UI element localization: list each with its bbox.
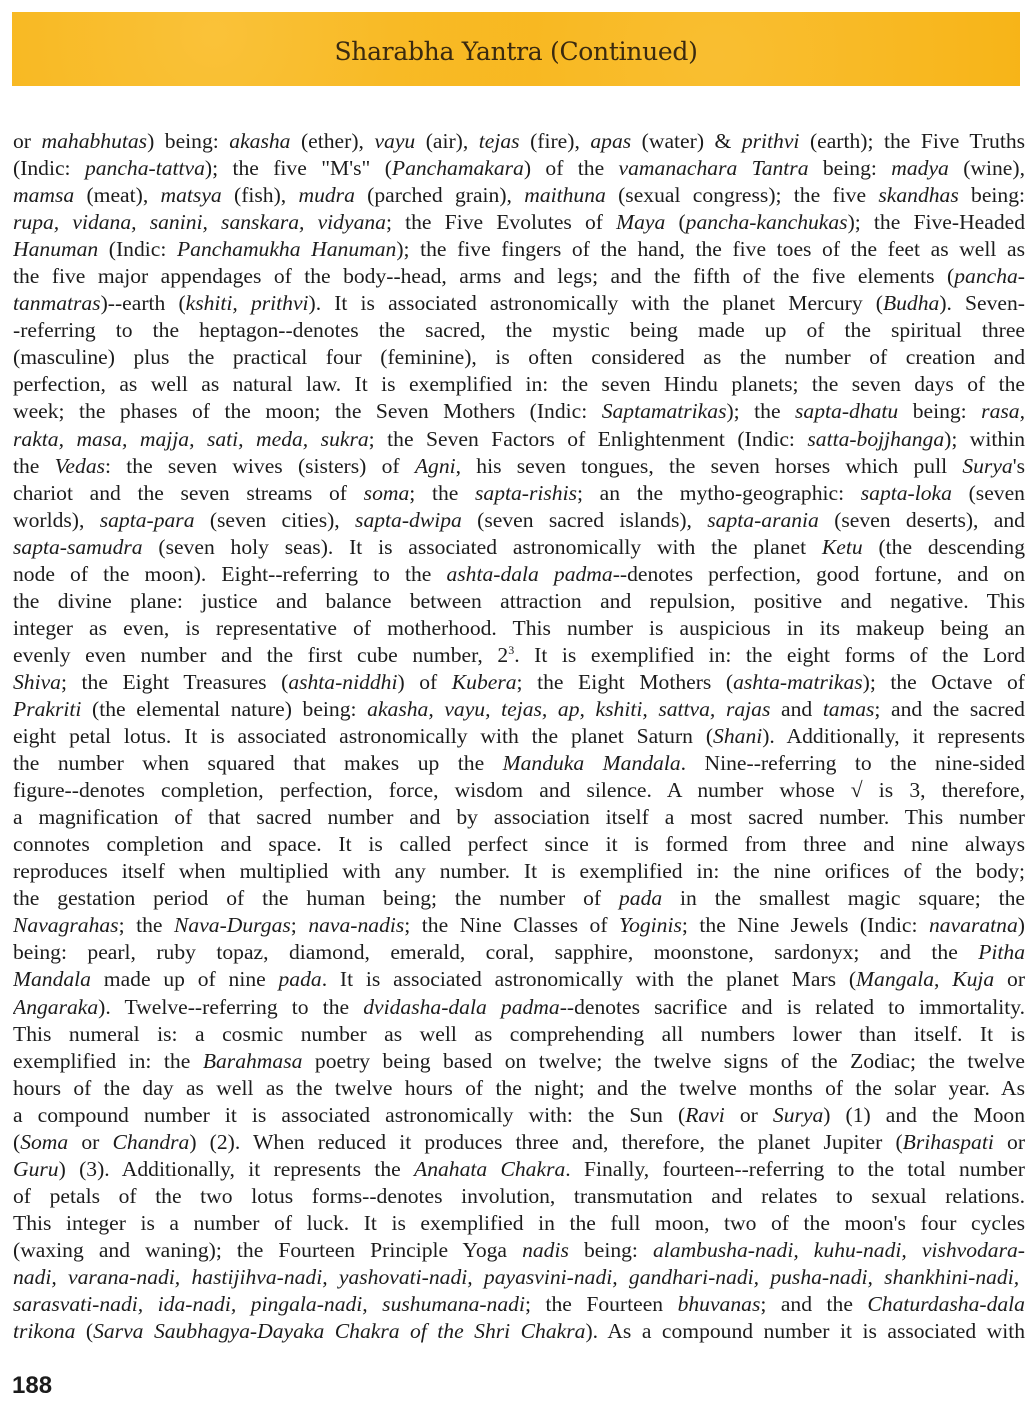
text-segment: . It is associated astronomically with the planet Mars ( xyxy=(321,967,857,992)
italic-term: Maya xyxy=(616,210,666,235)
text-segment: ); the five "M's" ( xyxy=(204,156,392,181)
text-segment: (the elemental nature) being: xyxy=(81,696,368,721)
text-segment: or xyxy=(724,1102,773,1127)
text-line xyxy=(13,696,1025,723)
text-segment: worlds), xyxy=(13,507,100,532)
text-line xyxy=(13,966,1025,993)
italic-term: Chandra xyxy=(112,1129,190,1154)
italic-term: ashta-niddhi xyxy=(288,669,398,694)
italic-term: rakta, masa, majja, sati, meda, sukra xyxy=(13,426,369,451)
text-segment: ) of xyxy=(397,669,452,694)
text-segment: : the seven wives (sisters) of xyxy=(105,453,415,478)
text-segment: exemplified in: the xyxy=(13,1048,203,1073)
italic-term: mudra xyxy=(298,183,355,208)
text-line xyxy=(13,534,1025,561)
text-segment: figure--denotes completion, perfection, force, wisdom and silence. A number whose √ is 3, therefore, xyxy=(13,778,1025,803)
text-segment: being: pearl, ruby topaz, diamond, emerald, coral, sapphire, moonstone, sardonyx; and the xyxy=(13,940,979,965)
text-segment: (earth); the Five Truths xyxy=(799,129,1025,153)
superscript: 3 xyxy=(508,642,515,657)
text-line xyxy=(13,128,1025,155)
text-segment: ; the Eight Treasures ( xyxy=(60,669,289,694)
text-line xyxy=(13,263,1025,290)
text-segment: (wine), xyxy=(948,156,1025,181)
text-segment: ( xyxy=(75,1319,94,1344)
text-line xyxy=(13,480,1025,507)
text-segment: ) (1) and the Moon xyxy=(823,1102,1025,1127)
text-line xyxy=(13,1183,1025,1210)
text-line xyxy=(13,885,1025,912)
text-segment: . Nine--referring to the nine-sided xyxy=(680,751,1025,776)
italic-term: Brihaspati xyxy=(902,1129,994,1154)
body-text xyxy=(13,128,1025,1345)
text-segment: being: xyxy=(958,183,1025,208)
italic-term: Barahmasa xyxy=(202,1048,303,1073)
text-segment: ); the xyxy=(726,399,796,424)
text-segment: evenly even number and the first cube number, 2 xyxy=(13,642,509,667)
italic-term: maithuna xyxy=(524,183,606,208)
italic-term: Vedas xyxy=(54,453,106,478)
italic-term: Shani xyxy=(713,724,763,749)
text-line xyxy=(13,290,1025,317)
italic-term: Panchamakara xyxy=(391,156,524,181)
italic-term: sapta-dhatu xyxy=(795,399,899,424)
text-segment: (Indic: xyxy=(13,156,85,181)
italic-term: Yoginis xyxy=(619,913,682,938)
text-segment: made up of nine xyxy=(90,967,279,992)
text-segment: ) (3). Additionally, it represents the xyxy=(58,1156,415,1181)
italic-term: Kuja xyxy=(952,967,995,992)
italic-term: bhuvanas xyxy=(677,1292,761,1317)
italic-term: Surya xyxy=(962,453,1013,478)
text-segment: or xyxy=(994,967,1025,992)
italic-term: sarasvati-nadi, ida-nadi, pingala-nadi, sushumana-nadi xyxy=(13,1292,525,1317)
text-segment: the xyxy=(13,453,55,478)
text-segment: ). Additionally, it represents xyxy=(762,724,1025,749)
italic-term: ashta-matrikas xyxy=(733,669,863,694)
text-line xyxy=(13,561,1025,588)
text-line xyxy=(13,507,1025,534)
italic-term: satta-bojjhanga xyxy=(807,426,945,451)
text-segment: a magnification of that sacred number and by association itself a most sacred number. This number xyxy=(13,805,1025,830)
text-line xyxy=(13,182,1025,209)
text-line xyxy=(13,344,1025,371)
italic-term: akasha, vayu, tejas, ap, kshiti, sattva, rajas xyxy=(367,696,771,721)
text-segment: ; the Seven Factors of Enlightenment (Indic: xyxy=(368,426,808,451)
text-line xyxy=(13,642,1025,669)
text-segment: ; the Five Evolutes of xyxy=(385,210,617,235)
text-segment: ). Twelve--referring to the xyxy=(98,994,364,1019)
italic-term: Budha xyxy=(882,291,940,316)
text-line xyxy=(13,750,1025,777)
italic-term: Pitha xyxy=(978,940,1025,965)
text-segment: (waxing and waning); the Fourteen Principle Yoga xyxy=(13,1237,523,1262)
text-line xyxy=(13,777,1025,804)
italic-term: sapta-dwipa xyxy=(355,507,462,532)
italic-term: Ravi xyxy=(685,1102,725,1127)
text-segment: in the smallest magic square; the xyxy=(662,886,1025,911)
text-segment: ; and the sacred xyxy=(874,696,1025,721)
text-segment: or xyxy=(993,1129,1025,1154)
text-line xyxy=(13,236,1025,263)
page-number: 188 xyxy=(12,1372,53,1399)
italic-term: pancha-kanchukas xyxy=(685,210,848,235)
text-segment: ). It is associated astronomically with the planet Mercury ( xyxy=(308,291,883,316)
italic-term: nadi, varana-nadi, hastijihva-nadi, yashovati-nadi, payasvini-nadi, gandhari-nadi, pusha-nadi, shankhini-nadi, xyxy=(13,1264,1020,1289)
italic-term: skandhas xyxy=(878,183,959,208)
italic-term: Sarva Saubhagya-Dayaka Chakra of the Shri Chakra xyxy=(93,1319,586,1344)
text-segment: -referring to the heptagon--denotes the sacred, the mystic being made up of the spiritual three xyxy=(13,318,1025,343)
italic-term: navaratna xyxy=(929,913,1018,938)
text-line xyxy=(13,588,1025,615)
italic-term: Manduka Mandala xyxy=(502,751,681,776)
text-segment: (seven holy seas). It is associated astronomically with the planet xyxy=(142,534,822,559)
text-segment: being: xyxy=(568,1237,653,1262)
italic-term: alambusha-nadi, kuhu-nadi, vishvodara- xyxy=(652,1237,1025,1262)
text-line xyxy=(13,1264,1025,1291)
text-segment: connotes completion and space. It is called perfect since it is formed from three and nine always xyxy=(13,832,1025,857)
section-title: Sharabha Yantra (Continued) xyxy=(334,36,698,66)
italic-term: sapta-rishis xyxy=(475,480,577,505)
text-line xyxy=(13,615,1025,642)
italic-term: Mandala xyxy=(13,967,91,992)
text-segment: 's xyxy=(1012,453,1025,478)
italic-term: Saptamatrikas xyxy=(601,399,727,424)
italic-term: Anahata Chakra xyxy=(414,1156,566,1181)
text-segment: This integer is a number of luck. It is exemplified in the full moon, two of the moon's four cycles xyxy=(13,1210,1025,1235)
italic-term: kshiti, prithvi xyxy=(185,291,309,316)
text-segment: ; an the mytho-geographic: xyxy=(577,480,861,505)
italic-term: soma xyxy=(363,480,410,505)
italic-term: madya xyxy=(891,156,949,181)
italic-term: Guru xyxy=(13,1156,59,1181)
text-line xyxy=(13,723,1025,750)
text-segment: (fish), xyxy=(221,183,299,208)
text-segment: the gestation period of the human being; the number of xyxy=(13,886,619,911)
text-line xyxy=(13,1048,1025,1075)
text-segment: (sexual congress); the five xyxy=(605,183,879,208)
text-line xyxy=(13,453,1025,480)
italic-term: tejas xyxy=(478,129,520,153)
text-segment: ; and the xyxy=(760,1292,868,1317)
italic-term: Chaturdasha-dala xyxy=(867,1292,1025,1317)
text-line xyxy=(13,1291,1025,1318)
text-segment: being: xyxy=(808,156,892,181)
italic-term: Mangala xyxy=(856,967,935,992)
text-segment: ; the Nine Jewels (Indic: xyxy=(681,913,929,938)
italic-term: pada xyxy=(618,886,663,911)
text-segment: (seven cities), xyxy=(194,507,356,532)
text-line xyxy=(13,371,1025,398)
text-line xyxy=(13,1210,1025,1237)
text-segment: reproduces itself when multiplied with any number. It is exemplified in: the nine orifices of the body; xyxy=(13,859,1025,884)
text-segment: and xyxy=(770,696,823,721)
text-line xyxy=(13,1318,1025,1345)
text-line xyxy=(13,939,1025,966)
text-segment: , his seven tongues, the seven horses which pull xyxy=(455,453,963,478)
text-segment: being: xyxy=(898,399,982,424)
text-segment: ; the xyxy=(118,913,175,938)
text-segment: ); the five fingers of the hand, the five toes of the feet as well as xyxy=(396,237,1025,262)
text-segment: the five major appendages of the body--head, arms and legs; and the fifth of the five elements ( xyxy=(13,264,955,289)
text-segment: ) being: xyxy=(147,129,230,153)
text-segment: integer as even, is representative of motherhood. This number is auspicious in its makeup being an xyxy=(13,615,1025,640)
text-line xyxy=(13,804,1025,831)
text-segment: week; the phases of the moon; the Seven Mothers (Indic: xyxy=(13,399,602,424)
text-segment: ; xyxy=(290,913,309,938)
text-segment: ; the Nine Classes of xyxy=(404,913,620,938)
text-segment: )--earth ( xyxy=(100,291,186,316)
text-segment: or xyxy=(68,1129,113,1154)
text-segment: hours of the day as well as the twelve hours of the night; and the twelve months of the solar year. As xyxy=(13,1075,1025,1100)
italic-term: mamsa xyxy=(13,183,75,208)
text-segment: ); the Five-Headed xyxy=(847,210,1025,235)
text-segment: (air), xyxy=(415,129,479,153)
text-segment: (seven sacred islands), xyxy=(461,507,708,532)
text-segment: of petals of the two lotus forms--denotes involution, transmutation and relates to sexual relations. xyxy=(13,1183,1025,1208)
text-segment: ) of the xyxy=(523,156,619,181)
text-segment: --denotes sacrifice and is related to immortality. xyxy=(559,994,1025,1019)
italic-term: vayu xyxy=(374,129,416,153)
italic-term: nava-nadis xyxy=(308,913,405,938)
text-segment: ; the Eight Mothers ( xyxy=(516,669,734,694)
section-header-banner xyxy=(12,12,1020,86)
italic-term: sapta-para xyxy=(99,507,195,532)
text-line xyxy=(13,994,1025,1021)
italic-term: Angaraka xyxy=(13,994,99,1019)
text-segment: ) xyxy=(1017,913,1025,938)
text-line xyxy=(13,1237,1025,1264)
italic-term: Kubera xyxy=(451,669,517,694)
text-line xyxy=(13,1129,1025,1156)
text-segment: the number when squared that makes up the xyxy=(13,751,503,776)
text-segment: . It is exemplified in: the eight forms of the Lord xyxy=(514,642,1025,667)
italic-term: sapta-arania xyxy=(707,507,819,532)
text-segment: ; the Fourteen xyxy=(524,1292,678,1317)
italic-term: Surya xyxy=(772,1102,824,1127)
text-line xyxy=(13,1021,1025,1048)
text-line xyxy=(13,209,1025,236)
text-line xyxy=(13,398,1025,425)
text-segment: ; the xyxy=(409,480,475,505)
italic-term: sapta-loka xyxy=(860,480,952,505)
italic-term: nadis xyxy=(522,1237,569,1262)
italic-term: Agni xyxy=(414,453,456,478)
italic-term: akasha xyxy=(229,129,291,153)
text-segment: ). As a compound number it is associated with xyxy=(585,1319,1025,1344)
italic-term: vamanachara Tantra xyxy=(618,156,809,181)
italic-term: Prakriti xyxy=(13,696,82,721)
italic-term: apas xyxy=(590,129,632,153)
text-segment: (masculine) plus the practical four (feminine), is often considered as the number of creation and xyxy=(13,345,1025,370)
text-segment: (seven xyxy=(951,480,1025,505)
italic-term: ashta-dala padma xyxy=(446,561,613,586)
text-segment: eight petal lotus. It is associated astronomically with the planet Saturn ( xyxy=(13,724,714,749)
text-segment: (seven deserts), and xyxy=(818,507,1025,532)
text-line xyxy=(13,1102,1025,1129)
text-segment: (meat), xyxy=(74,183,161,208)
text-line xyxy=(13,831,1025,858)
text-line xyxy=(13,858,1025,885)
italic-term: pada xyxy=(278,967,322,992)
italic-term: prithvi xyxy=(741,129,800,153)
text-segment: node of the moon). Eight--referring to the xyxy=(13,561,447,586)
text-segment: , xyxy=(934,967,953,992)
text-segment: . Finally, fourteen--referring to the total number xyxy=(565,1156,1025,1181)
italic-term: Shiva xyxy=(13,669,61,694)
italic-term: rupa, vidana, sanini, sanskara, vidyana xyxy=(13,210,386,235)
text-segment: This numeral is: a cosmic number as well as comprehending all numbers lower than itself. It is xyxy=(13,1021,1025,1046)
text-segment: ( xyxy=(665,210,686,235)
text-segment: ( xyxy=(13,1129,21,1154)
text-line xyxy=(13,317,1025,344)
text-segment: ); the Octave of xyxy=(862,669,1025,694)
text-line xyxy=(13,912,1025,939)
text-segment: chariot and the seven streams of xyxy=(13,480,364,505)
text-segment: (fire), xyxy=(519,129,591,153)
text-segment: perfection, as well as natural law. It is exemplified in: the seven Hindu planets; the seven days of the xyxy=(13,372,1025,397)
text-line xyxy=(13,1075,1025,1102)
text-segment: (water) & xyxy=(631,129,742,153)
italic-term: tanmatras xyxy=(13,291,101,316)
text-line xyxy=(13,155,1025,182)
italic-term: dvidasha-dala padma xyxy=(363,994,560,1019)
italic-term: Nava-Durgas xyxy=(174,913,291,938)
italic-term: sapta-samudra xyxy=(13,534,143,559)
text-segment: the divine plane: justice and balance between attraction and repulsion, positive and negative. This xyxy=(13,588,1025,613)
italic-term: Navagrahas xyxy=(13,913,119,938)
text-segment: ) (2). When reduced it produces three and, therefore, the planet Jupiter ( xyxy=(189,1129,903,1154)
italic-term: Hanuman xyxy=(13,237,99,262)
text-line xyxy=(13,1156,1025,1183)
text-line xyxy=(13,669,1025,696)
text-line xyxy=(13,426,1025,453)
italic-term: matsya xyxy=(160,183,222,208)
italic-term: trikona xyxy=(13,1319,76,1344)
italic-term: Panchamukha Hanuman xyxy=(176,237,397,262)
italic-term: mahabhutas xyxy=(41,129,148,153)
italic-term: Ketu xyxy=(821,534,863,559)
text-segment: ); within xyxy=(944,426,1025,451)
italic-term: Soma xyxy=(20,1129,69,1154)
text-segment: ). Seven- xyxy=(939,291,1025,316)
text-segment: (the descending xyxy=(862,534,1025,559)
text-segment: (parched grain), xyxy=(354,183,525,208)
text-segment: --denotes perfection, good fortune, and on xyxy=(612,561,1025,586)
text-segment: a compound number it is associated astronomically with: the Sun ( xyxy=(13,1102,686,1127)
text-segment: poetry being based on twelve; the twelve signs of the Zodiac; the twelve xyxy=(302,1048,1025,1073)
text-segment: (ether), xyxy=(290,129,375,153)
italic-term: rasa, xyxy=(981,399,1025,424)
italic-term: tamas xyxy=(822,696,875,721)
italic-term: pancha- xyxy=(954,264,1025,289)
text-segment: or xyxy=(13,129,42,153)
text-segment: (Indic: xyxy=(98,237,177,262)
italic-term: pancha-tattva xyxy=(84,156,205,181)
